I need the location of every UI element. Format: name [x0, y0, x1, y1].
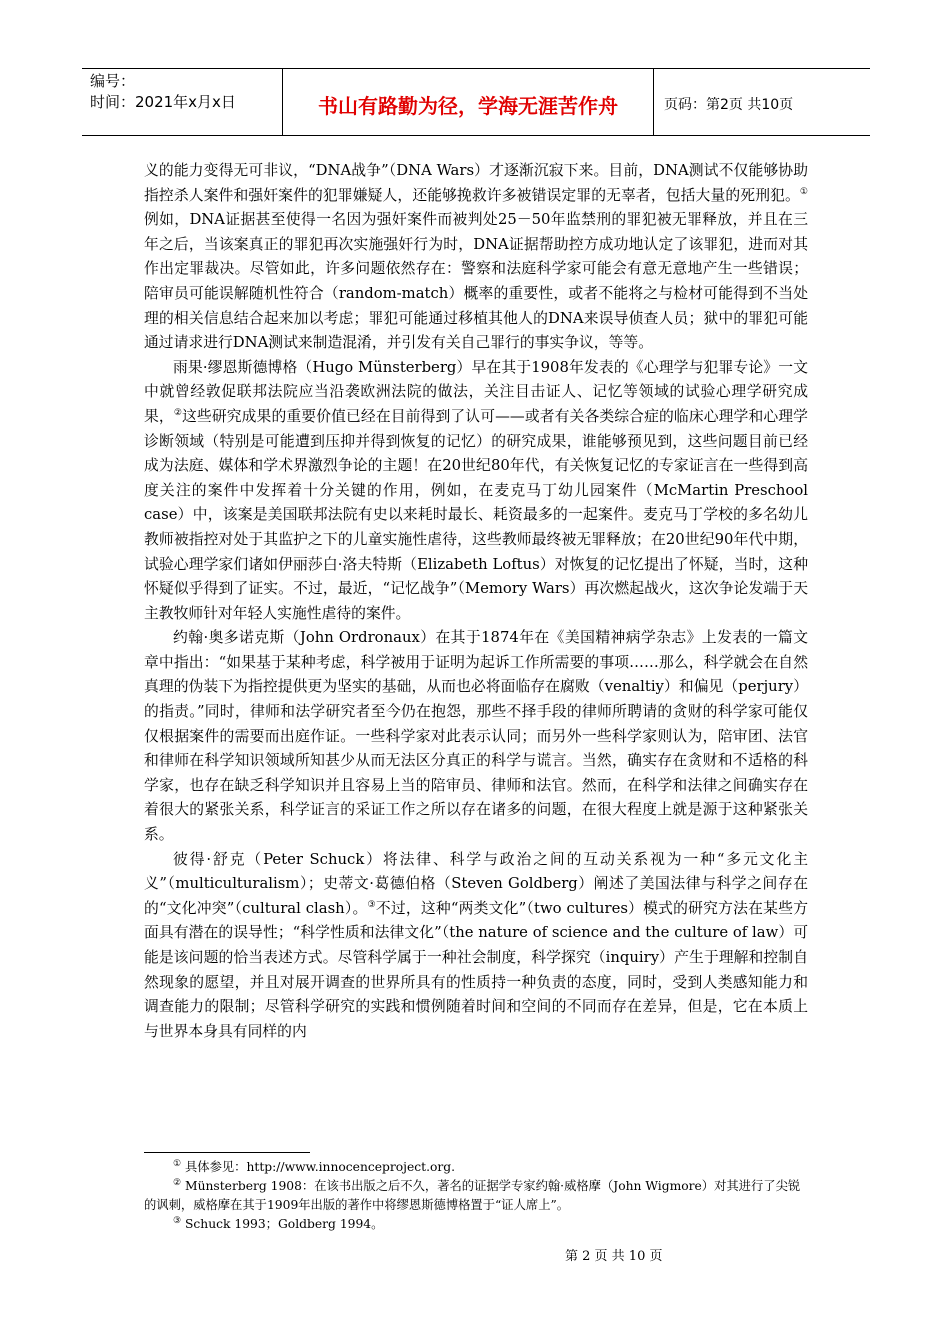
- header-meta: [82, 69, 282, 135]
- document-date: 时间：2021年x月x日: [90, 93, 236, 111]
- header-page-label: 页码：第2页 共10页: [664, 97, 794, 113]
- page-number: 第 2 页 共 10 页: [565, 1249, 663, 1264]
- footnote-ref-3: ③: [367, 899, 376, 910]
- paragraph-schuck: 彼得·舒克（Peter Schuck）将法律、科学与政治之间的互动关系视为一种“多元文化主义”（multiculturalism）；史蒂文·葛德伯格（Steven Goldberg）阐述了美国法律与科学之间存在的“文化冲突”（cultural clash）。③不过，这种“两类文化”（two cultures）模式的研究方法在某些方面具有潜在的误导性；“科学性质和法律文化”（the nature of science and the culture of law）可能是该问题的恰当表述方式。尽管科学属于一种社会制度，科学探究（inquiry）产生于理解和控制自然现象的愿望，并且对展开调查的世界所具有的性质持一种负责的态度，同时，受到人类感知能力和调查能力的限制；尽管科学研究的实践和惯例随着时间和空间的不同而存在差异，但是，它在本质上与世界本身具有同样的内: [144, 850, 808, 1040]
- footnote-ref-1: ①: [799, 186, 808, 197]
- paragraph-dna: 义的能力变得无可非议，“DNA战争”（DNA Wars）才逐渐沉寂下来。目前，DNA测试不仅能够协助指控杀人案件和强奸案件的犯罪嫌疑人，还能够挽救许多被错误定罪的无辜者，包括大量的死刑犯。①例如，DNA证据甚至使得一名因为强奸案件而被判处25－50年监禁刑的罪犯被无罪释放，并且在三年之后，当该案真正的罪犯再次实施强奸行为时，DNA证据帮助控方成功地认定了该罪犯，进而对其作出定罪裁决。尽管如此，许多问题依然存在：警察和法庭科学家可能会有意无意地产生一些错误；陪审员可能误解随机性符合（random-match）概率的重要性，或者不能将之与检材可能得到不当处理的相关信息结合起来加以考虑；罪犯可能通过移植其他人的DNA来误导侦查人员；狱中的罪犯可能通过请求进行DNA测试来制造混淆，并引发有关自己罪行的事实争议，等等。: [144, 162, 808, 352]
- footnotes: [144, 1158, 808, 1234]
- footnote-1: ① 具体参见：http://www.innocenceproject.org.: [173, 1158, 456, 1174]
- page-header: [82, 68, 870, 136]
- paragraph-ordronaux: 约翰·奥多诺克斯（John Ordronaux）在其于1874年在《美国精神病学杂志》上发表的一篇文章中指出：“如果基于某种考虑，科学被用于证明为起诉工作所需要的事项……那么，科学就会在自然真理的伪装下为指控提供更为坚实的基础，从而也必将面临存在腐败（venaltiy）和偏见（perjury）的指责。”同时，律师和法学研究者至今仍在抱怨，那些不择手段的律师所聘请的贪财的科学家可能仅仅根据案件的需要而出庭作证。一些科学家对此表示认同；而另外一些科学家则认为，陪审团、法官和律师在科学知识领域所知甚少从而无法区分真正的科学与谎言。当然，确实存在贪财和不适格的科学家，也存在缺乏科学知识并且容易上当的陪审员、律师和法官。然而，在科学和法律之间确实存在着很大的紧张关系，科学证言的采证工作之所以存在诸多的问题，在很大程度上就是源于这种紧张关系。: [144, 629, 808, 844]
- footnote-3: ③ Schuck 1993；Goldberg 1994。: [173, 1215, 384, 1231]
- document-body: [144, 159, 808, 1044]
- paragraph-munsterberg: 雨果·缪恩斯德博格（Hugo Münsterberg）早在其于1908年发表的《心理学与犯罪专论》一文中就曾经敦促联邦法院应当沿袭欧洲法院的做法，关注目击证人、记忆等领域的试验心理学研究成果，②这些研究成果的重要价值已经在目前得到了认可——或者有关各类综合症的临床心理学和心理学诊断领域（特别是可能遭到压抑并得到恢复的记忆）的研究成果，谁能够预见到，这些问题目前已经成为法庭、媒体和学术界激烈争论的主题！在20世纪80年代，有关恢复记忆的专家证言在一些得到高度关注的案件中发挥着十分关键的作用，例如，在麦克马丁幼儿园案件（McMartin Preschool case）中，该案是美国联邦法院有史以来耗时最长、耗资最多的一起案件。麦克马丁学校的多名幼儿教师被指控对处于其监护之下的儿童实施性虐待，这些教师最终被无罪释放；在20世纪90年代中期，试验心理学家们诸如伊丽莎白·洛夫特斯（Elizabeth Loftus）对恢复的记忆提出了怀疑，当时，这种怀疑似乎得到了证实。不过，最近，“记忆战争”（Memory Wars）再次燃起战火，这次争论发端于天主教牧师针对年轻人实施性虐待的案件。: [144, 358, 808, 622]
- footnote-divider: [144, 1152, 310, 1153]
- footnote-2: ② Münsterberg 1908：在该书出版之后不久，著名的证据学专家约翰·威格摩（John Wigmore）对其进行了尖锐的讽刺，威格摩在其于1909年出版的著作中将缪恩斯德博格置于“证人席上”。: [144, 1177, 801, 1212]
- document-number-label: 编号：: [90, 72, 136, 90]
- footnote-ref-2: ②: [173, 408, 183, 419]
- header-motto: 书山有路勤为径，学海无涯苦作舟: [282, 69, 654, 135]
